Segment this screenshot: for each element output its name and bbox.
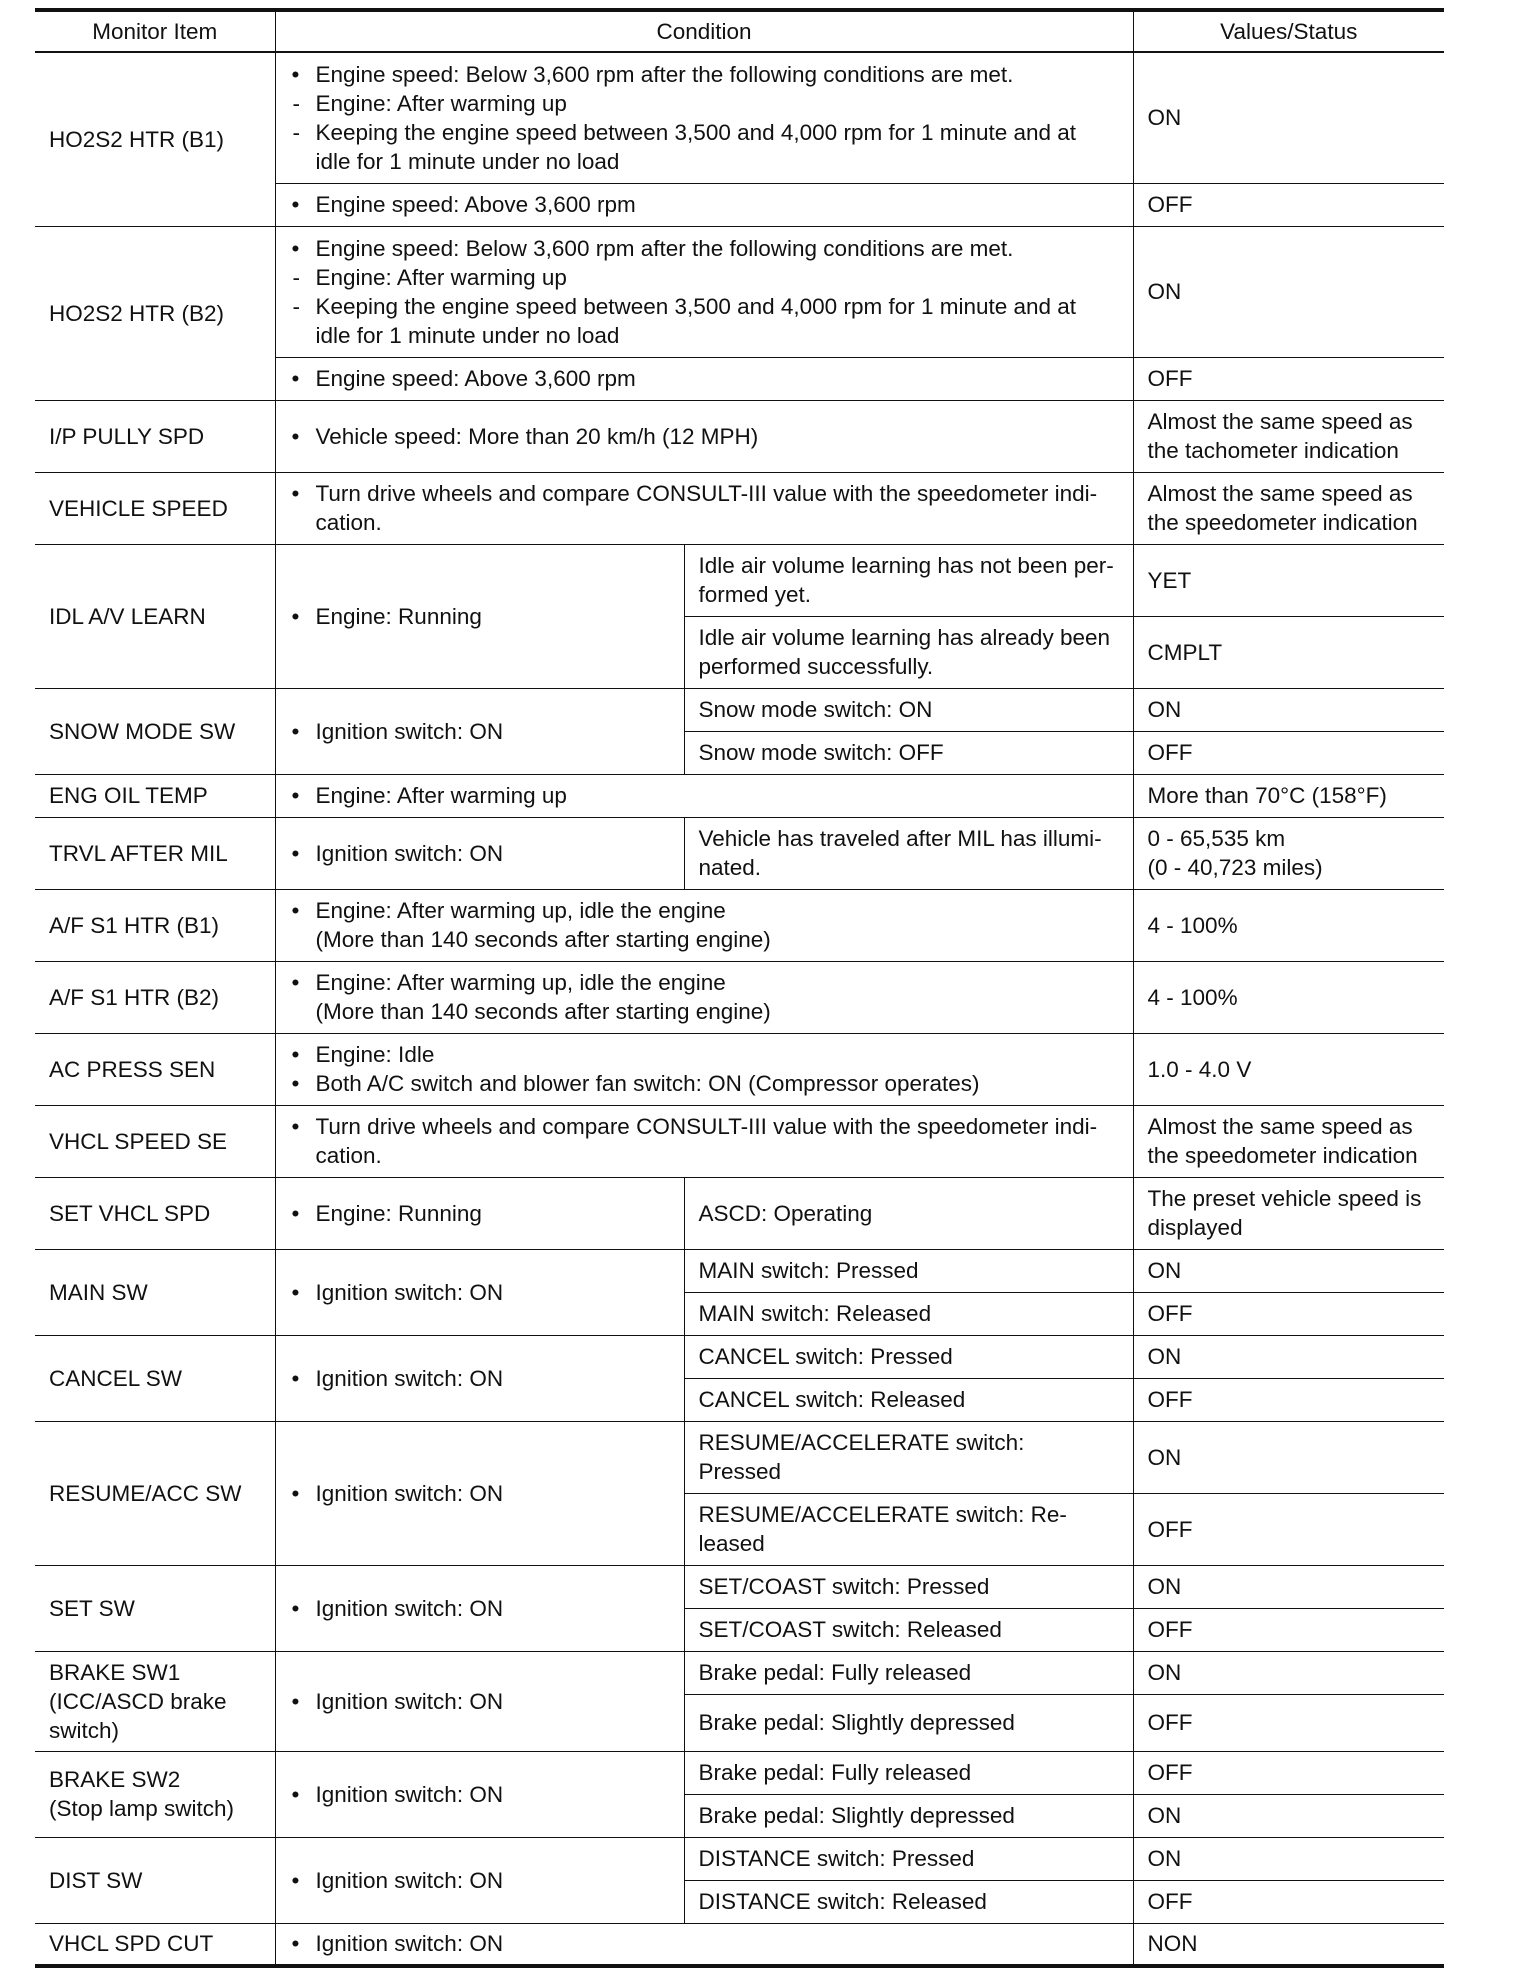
value-cell: ON bbox=[1133, 1249, 1444, 1292]
monitor-item: SNOW MODE SW bbox=[35, 688, 275, 774]
condition-line: • Vehicle speed: More than 20 km/h (12 MPH) bbox=[290, 422, 1119, 451]
monitor-item: RESUME/ACC SW bbox=[35, 1421, 275, 1565]
header-condition: Condition bbox=[275, 10, 1133, 52]
condition-line: • Turn drive wheels and compare CONSULT-III value with the speedometer indi- bbox=[290, 1112, 1119, 1141]
table-row bbox=[35, 1837, 1444, 1880]
condition-line: • Engine speed: Above 3,600 rpm bbox=[290, 190, 1119, 219]
sub-condition-cell: Brake pedal: Slightly depressed bbox=[684, 1794, 1133, 1837]
condition-cell bbox=[275, 1651, 684, 1751]
monitor-item: VHCL SPEED SE bbox=[35, 1105, 275, 1177]
condition-cell bbox=[275, 1923, 1133, 1966]
sub-condition-cell bbox=[684, 616, 1133, 688]
condition-cell bbox=[275, 183, 1133, 226]
value-line: Almost the same speed as bbox=[1147, 1114, 1413, 1139]
sub-condition-cell: SET/COAST switch: Pressed bbox=[684, 1565, 1133, 1608]
monitor-item: ENG OIL TEMP bbox=[35, 774, 275, 817]
sub-condition-line: performed successfully. bbox=[698, 654, 934, 679]
condition-line: • Engine speed: Below 3,600 rpm after the following conditions are met. bbox=[290, 234, 1119, 263]
sub-condition-cell bbox=[684, 817, 1133, 889]
sub-condition-cell: Snow mode switch: OFF bbox=[684, 731, 1133, 774]
condition-line: • Turn drive wheels and compare CONSULT-III value with the speedometer indi- bbox=[290, 479, 1119, 508]
value-line: the speedometer indication bbox=[1147, 1143, 1418, 1168]
table-row bbox=[35, 472, 1444, 544]
monitor-item: DIST SW bbox=[35, 1837, 275, 1923]
monitor-item-line: (ICC/ASCD brake bbox=[49, 1688, 227, 1714]
condition-cell bbox=[275, 1565, 684, 1651]
value-cell: ON bbox=[1133, 52, 1444, 183]
value-cell: OFF bbox=[1133, 1292, 1444, 1335]
condition-line: (More than 140 seconds after starting engine) bbox=[315, 927, 771, 952]
condition-cell bbox=[275, 1033, 1133, 1105]
sub-condition-cell: CANCEL switch: Released bbox=[684, 1378, 1133, 1421]
value-line: displayed bbox=[1147, 1215, 1243, 1240]
value-cell: ON bbox=[1133, 1651, 1444, 1694]
condition-cell bbox=[275, 226, 1133, 357]
value-line: (0 - 40,723 miles) bbox=[1147, 855, 1323, 880]
table-row bbox=[35, 1565, 1444, 1608]
value-cell: OFF bbox=[1133, 731, 1444, 774]
sub-condition-cell: ASCD: Operating bbox=[684, 1177, 1133, 1249]
sub-condition-line: leased bbox=[698, 1531, 765, 1556]
monitor-item: HO2S2 HTR (B2) bbox=[35, 226, 275, 400]
value-line: The preset vehicle speed is bbox=[1147, 1186, 1422, 1211]
condition-cell bbox=[275, 400, 1133, 472]
value-cell: OFF bbox=[1133, 1378, 1444, 1421]
monitor-item: A/F S1 HTR (B1) bbox=[35, 889, 275, 961]
condition-cell bbox=[275, 817, 684, 889]
table-row bbox=[35, 1033, 1444, 1105]
condition-line: - Engine: After warming up bbox=[290, 263, 1119, 292]
condition-line: • Engine speed: Below 3,600 rpm after the following conditions are met. bbox=[290, 60, 1119, 89]
sub-condition-line: RESUME/ACCELERATE switch: bbox=[698, 1430, 1025, 1455]
header-monitor-item: Monitor Item bbox=[35, 10, 275, 52]
condition-line: • Engine: After warming up, idle the engine bbox=[290, 896, 1119, 925]
condition-cell bbox=[275, 472, 1133, 544]
table-row bbox=[35, 1177, 1444, 1249]
table-row bbox=[35, 1923, 1444, 1966]
condition-line: • Ignition switch: ON bbox=[290, 1687, 670, 1716]
value-cell: OFF bbox=[1133, 183, 1444, 226]
condition-line: - Engine: After warming up bbox=[290, 89, 1119, 118]
value-cell: OFF bbox=[1133, 1493, 1444, 1565]
condition-line: • Engine: After warming up bbox=[290, 781, 1119, 810]
value-cell: ON bbox=[1133, 226, 1444, 357]
condition-line: • Engine: Running bbox=[290, 1199, 670, 1228]
value-cell: 1.0 - 4.0 V bbox=[1133, 1033, 1444, 1105]
value-cell: ON bbox=[1133, 688, 1444, 731]
condition-line: cation. bbox=[315, 1143, 382, 1168]
table-row bbox=[35, 1249, 1444, 1292]
value-cell: ON bbox=[1133, 1421, 1444, 1493]
condition-line: • Ignition switch: ON bbox=[290, 717, 670, 746]
table-row bbox=[35, 1421, 1444, 1493]
sub-condition-cell: Brake pedal: Fully released bbox=[684, 1651, 1133, 1694]
condition-cell bbox=[275, 688, 684, 774]
condition-line: - Keeping the engine speed between 3,500 and 4,000 rpm for 1 minute and at bbox=[290, 292, 1119, 321]
value-cell: ON bbox=[1133, 1565, 1444, 1608]
monitor-item: TRVL AFTER MIL bbox=[35, 817, 275, 889]
condition-line: • Ignition switch: ON bbox=[290, 1866, 670, 1895]
value-line: the speedometer indication bbox=[1147, 510, 1418, 535]
sub-condition-cell: Snow mode switch: ON bbox=[684, 688, 1133, 731]
value-line: the tachometer indication bbox=[1147, 438, 1399, 463]
value-cell: OFF bbox=[1133, 1608, 1444, 1651]
table-row bbox=[35, 1751, 1444, 1794]
condition-cell bbox=[275, 889, 1133, 961]
sub-condition-cell: SET/COAST switch: Released bbox=[684, 1608, 1133, 1651]
condition-cell bbox=[275, 1751, 684, 1837]
sub-condition-cell: DISTANCE switch: Pressed bbox=[684, 1837, 1133, 1880]
condition-line: • Ignition switch: ON bbox=[290, 1278, 670, 1307]
condition-cell bbox=[275, 1421, 684, 1565]
monitor-item-line: (Stop lamp switch) bbox=[49, 1796, 235, 1821]
condition-line: - Keeping the engine speed between 3,500 and 4,000 rpm for 1 minute and at bbox=[290, 118, 1119, 147]
condition-line: • Engine: After warming up, idle the engine bbox=[290, 968, 1119, 997]
condition-cell bbox=[275, 357, 1133, 400]
value-cell: More than 70°C (158°F) bbox=[1133, 774, 1444, 817]
monitor-item bbox=[35, 1751, 275, 1837]
table-row bbox=[35, 961, 1444, 1033]
sub-condition-cell: DISTANCE switch: Released bbox=[684, 1880, 1133, 1923]
value-cell bbox=[1133, 400, 1444, 472]
value-cell: 4 - 100% bbox=[1133, 961, 1444, 1033]
table-row bbox=[35, 688, 1444, 731]
sub-condition-cell: MAIN switch: Pressed bbox=[684, 1249, 1133, 1292]
value-cell bbox=[1133, 817, 1444, 889]
sub-condition-cell: Brake pedal: Fully released bbox=[684, 1751, 1133, 1794]
condition-line: idle for 1 minute under no load bbox=[315, 148, 620, 174]
sub-condition-cell: MAIN switch: Released bbox=[684, 1292, 1133, 1335]
sub-condition-cell: Brake pedal: Slightly depressed bbox=[684, 1694, 1133, 1751]
condition-line: • Both A/C switch and blower fan switch: ON (Compressor operates) bbox=[290, 1069, 1119, 1098]
sub-condition-line: Idle air volume learning has not been per- bbox=[698, 553, 1114, 578]
monitor-item-line: switch) bbox=[49, 1717, 120, 1743]
monitor-item: AC PRESS SEN bbox=[35, 1033, 275, 1105]
value-cell bbox=[1133, 1177, 1444, 1249]
sub-condition-line: Pressed bbox=[698, 1459, 782, 1484]
condition-line: • Engine: Running bbox=[290, 602, 670, 631]
condition-cell bbox=[275, 544, 684, 688]
table-row bbox=[35, 774, 1444, 817]
value-line: Almost the same speed as bbox=[1147, 409, 1413, 434]
monitor-item: MAIN SW bbox=[35, 1249, 275, 1335]
value-cell: 4 - 100% bbox=[1133, 889, 1444, 961]
monitor-item bbox=[35, 1651, 275, 1751]
monitor-item: A/F S1 HTR (B2) bbox=[35, 961, 275, 1033]
value-cell: YET bbox=[1133, 544, 1444, 616]
sub-condition-line: formed yet. bbox=[698, 582, 812, 607]
sub-condition-cell bbox=[684, 544, 1133, 616]
value-cell: ON bbox=[1133, 1335, 1444, 1378]
condition-line: • Engine: Idle bbox=[290, 1040, 1119, 1069]
condition-line: • Ignition switch: ON bbox=[290, 1929, 1119, 1958]
condition-line: • Engine speed: Above 3,600 rpm bbox=[290, 364, 1119, 393]
table-row bbox=[35, 544, 1444, 616]
condition-line: idle for 1 minute under no load bbox=[315, 322, 620, 348]
condition-line: • Ignition switch: ON bbox=[290, 839, 670, 868]
monitor-item: SET SW bbox=[35, 1565, 275, 1651]
condition-line: • Ignition switch: ON bbox=[290, 1780, 670, 1809]
value-cell: OFF bbox=[1133, 1880, 1444, 1923]
sub-condition-cell bbox=[684, 1421, 1133, 1493]
table-header-row bbox=[35, 10, 1444, 52]
condition-cell bbox=[275, 1335, 684, 1421]
table-row bbox=[35, 1105, 1444, 1177]
monitor-item: VEHICLE SPEED bbox=[35, 472, 275, 544]
sub-condition-line: RESUME/ACCELERATE switch: Re- bbox=[698, 1502, 1067, 1527]
condition-cell bbox=[275, 1249, 684, 1335]
value-cell: ON bbox=[1133, 1837, 1444, 1880]
monitor-item-line: BRAKE SW2 bbox=[49, 1767, 181, 1792]
sub-condition-line: nated. bbox=[698, 855, 762, 880]
monitor-table-page bbox=[35, 8, 1444, 1966]
value-cell: OFF bbox=[1133, 357, 1444, 400]
sub-condition-line: Idle air volume learning has already been bbox=[698, 625, 1111, 650]
condition-line: cation. bbox=[315, 510, 382, 535]
sub-condition-cell: CANCEL switch: Pressed bbox=[684, 1335, 1133, 1378]
condition-line: • Ignition switch: ON bbox=[290, 1594, 670, 1623]
monitor-item: HO2S2 HTR (B1) bbox=[35, 52, 275, 226]
monitor-item: CANCEL SW bbox=[35, 1335, 275, 1421]
monitor-item: IDL A/V LEARN bbox=[35, 544, 275, 688]
condition-line: (More than 140 seconds after starting engine) bbox=[315, 999, 771, 1024]
condition-cell bbox=[275, 961, 1133, 1033]
condition-cell bbox=[275, 774, 1133, 817]
value-cell: NON bbox=[1133, 1923, 1444, 1966]
sub-condition-line: Vehicle has traveled after MIL has illumi- bbox=[698, 826, 1102, 851]
sub-condition-cell bbox=[684, 1493, 1133, 1565]
header-values-status: Values/Status bbox=[1133, 10, 1444, 52]
table-row bbox=[35, 889, 1444, 961]
table-row bbox=[35, 1651, 1444, 1694]
monitor-item: VHCL SPD CUT bbox=[35, 1923, 275, 1966]
table-row bbox=[35, 226, 1444, 357]
value-line: 0 - 65,535 km bbox=[1147, 826, 1286, 851]
table-row bbox=[35, 52, 1444, 183]
value-cell: OFF bbox=[1133, 1694, 1444, 1751]
table-row bbox=[35, 1335, 1444, 1378]
monitor-item-line: BRAKE SW1 bbox=[49, 1659, 181, 1685]
condition-line: • Ignition switch: ON bbox=[290, 1364, 670, 1393]
condition-cell bbox=[275, 52, 1133, 183]
condition-line: • Ignition switch: ON bbox=[290, 1479, 670, 1508]
value-cell: ON bbox=[1133, 1794, 1444, 1837]
condition-cell bbox=[275, 1837, 684, 1923]
monitor-table bbox=[35, 8, 1444, 1968]
monitor-item: I/P PULLY SPD bbox=[35, 400, 275, 472]
value-line: Almost the same speed as bbox=[1147, 481, 1413, 506]
table-row bbox=[35, 400, 1444, 472]
condition-cell bbox=[275, 1177, 684, 1249]
condition-cell bbox=[275, 1105, 1133, 1177]
value-cell: OFF bbox=[1133, 1751, 1444, 1794]
value-cell bbox=[1133, 472, 1444, 544]
monitor-item: SET VHCL SPD bbox=[35, 1177, 275, 1249]
value-cell: CMPLT bbox=[1133, 616, 1444, 688]
table-row bbox=[35, 817, 1444, 889]
value-cell bbox=[1133, 1105, 1444, 1177]
